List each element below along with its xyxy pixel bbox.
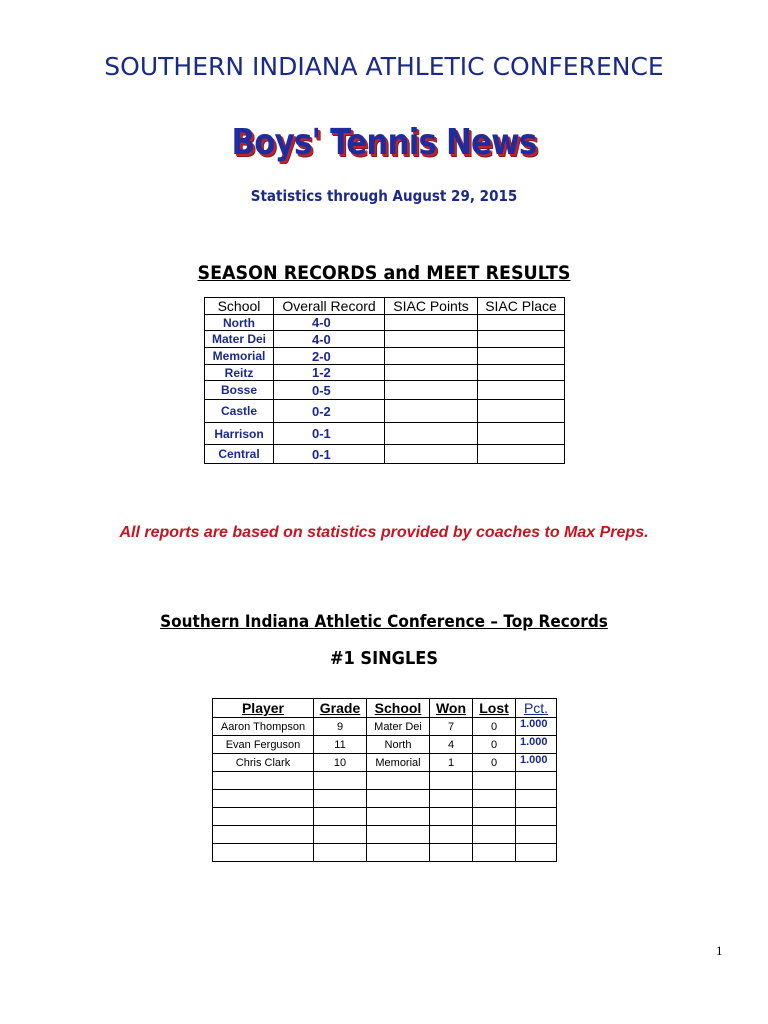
column-header: SIAC Place	[478, 298, 565, 315]
won-cell	[430, 844, 473, 862]
place-cell	[478, 445, 565, 464]
column-header: Lost	[473, 699, 516, 718]
points-cell	[385, 400, 478, 423]
table-row	[205, 445, 565, 464]
school-cell: Memorial	[367, 754, 430, 772]
school-cell: Mater Dei	[205, 331, 274, 348]
lost-cell	[473, 790, 516, 808]
grade-cell	[314, 844, 367, 862]
record-cell: 0-1	[274, 445, 385, 464]
grade-cell: 10	[314, 754, 367, 772]
player-cell	[213, 808, 314, 826]
player-cell	[213, 826, 314, 844]
table-row	[205, 400, 565, 423]
won-cell: 1	[430, 754, 473, 772]
place-cell	[478, 331, 565, 348]
column-header: SIAC Points	[385, 298, 478, 315]
pct-cell	[516, 826, 557, 844]
school-cell: Mater Dei	[367, 718, 430, 736]
place-cell	[478, 315, 565, 331]
player-cell: Evan Ferguson	[213, 736, 314, 754]
record-cell: 2-0	[274, 348, 385, 365]
singles-heading: #1 SINGLES	[329, 648, 439, 669]
column-header: School	[367, 699, 430, 718]
player-cell	[213, 772, 314, 790]
points-cell	[385, 348, 478, 365]
top-records-heading: Southern Indiana Athletic Conference – Top Records	[160, 612, 608, 632]
season-records-table	[204, 297, 565, 464]
newsletter-title: Boys' Tennis News	[231, 122, 537, 163]
record-cell: 4-0	[274, 315, 385, 331]
record-cell: 0-1	[274, 423, 385, 445]
pct-cell	[516, 844, 557, 862]
page-number: 1	[716, 943, 723, 958]
pct-cell: 1.000	[516, 736, 557, 754]
table-row	[205, 423, 565, 445]
grade-cell	[314, 826, 367, 844]
max-preps-disclaimer: All reports are based on statistics provided by coaches to Max Preps.	[119, 524, 649, 541]
points-cell	[385, 331, 478, 348]
table-header-row	[213, 699, 557, 718]
won-cell	[430, 790, 473, 808]
won-cell: 4	[430, 736, 473, 754]
grade-cell	[314, 808, 367, 826]
pct-cell	[516, 808, 557, 826]
school-cell: Harrison	[205, 423, 274, 445]
place-cell	[478, 365, 565, 381]
column-header: Pct.	[516, 699, 557, 718]
place-cell	[478, 400, 565, 423]
table-row	[213, 790, 557, 808]
grade-cell: 9	[314, 718, 367, 736]
won-cell	[430, 826, 473, 844]
school-cell: North	[367, 736, 430, 754]
singles-table	[212, 698, 557, 862]
won-cell	[430, 772, 473, 790]
won-cell	[430, 808, 473, 826]
place-cell	[478, 348, 565, 365]
school-cell: North	[205, 315, 274, 331]
school-cell	[367, 844, 430, 862]
column-header: Grade	[314, 699, 367, 718]
lost-cell: 0	[473, 754, 516, 772]
school-cell	[367, 772, 430, 790]
school-cell	[367, 808, 430, 826]
table-row	[213, 826, 557, 844]
record-cell: 4-0	[274, 331, 385, 348]
pct-cell: 1.000	[516, 754, 557, 772]
lost-cell	[473, 772, 516, 790]
table-header-row	[205, 298, 565, 315]
table-row	[213, 718, 557, 736]
points-cell	[385, 445, 478, 464]
points-cell	[385, 315, 478, 331]
pct-cell: 1.000	[516, 718, 557, 736]
lost-cell: 0	[473, 736, 516, 754]
lost-cell	[473, 844, 516, 862]
player-cell: Chris Clark	[213, 754, 314, 772]
table-row	[205, 348, 565, 365]
place-cell	[478, 423, 565, 445]
points-cell	[385, 381, 478, 400]
table-row	[213, 736, 557, 754]
points-cell	[385, 423, 478, 445]
school-cell: Memorial	[205, 348, 274, 365]
record-cell: 1-2	[274, 365, 385, 381]
table-row	[205, 331, 565, 348]
conference-title: SOUTHERN INDIANA ATHLETIC CONFERENCE	[104, 52, 664, 81]
points-cell	[385, 365, 478, 381]
school-cell	[367, 826, 430, 844]
table-row	[205, 365, 565, 381]
lost-cell: 0	[473, 718, 516, 736]
column-header: Player	[213, 699, 314, 718]
player-cell: Aaron Thompson	[213, 718, 314, 736]
place-cell	[478, 381, 565, 400]
school-cell: Castle	[205, 400, 274, 423]
grade-cell: 11	[314, 736, 367, 754]
table-row	[213, 772, 557, 790]
record-cell: 0-5	[274, 381, 385, 400]
pct-cell	[516, 772, 557, 790]
column-header: Won	[430, 699, 473, 718]
stats-date: Statistics through August 29, 2015	[250, 187, 518, 205]
table-row	[213, 844, 557, 862]
column-header: School	[205, 298, 274, 315]
table-row	[205, 381, 565, 400]
grade-cell	[314, 790, 367, 808]
school-cell: Reitz	[205, 365, 274, 381]
table-row	[213, 808, 557, 826]
season-records-heading: SEASON RECORDS and MEET RESULTS	[197, 262, 571, 284]
table-row	[205, 315, 565, 331]
won-cell: 7	[430, 718, 473, 736]
pct-cell	[516, 790, 557, 808]
school-cell: Central	[205, 445, 274, 464]
school-cell	[367, 790, 430, 808]
record-cell: 0-2	[274, 400, 385, 423]
school-cell: Bosse	[205, 381, 274, 400]
table-row	[213, 754, 557, 772]
player-cell	[213, 790, 314, 808]
column-header: Overall Record	[274, 298, 385, 315]
lost-cell	[473, 808, 516, 826]
lost-cell	[473, 826, 516, 844]
player-cell	[213, 844, 314, 862]
grade-cell	[314, 772, 367, 790]
